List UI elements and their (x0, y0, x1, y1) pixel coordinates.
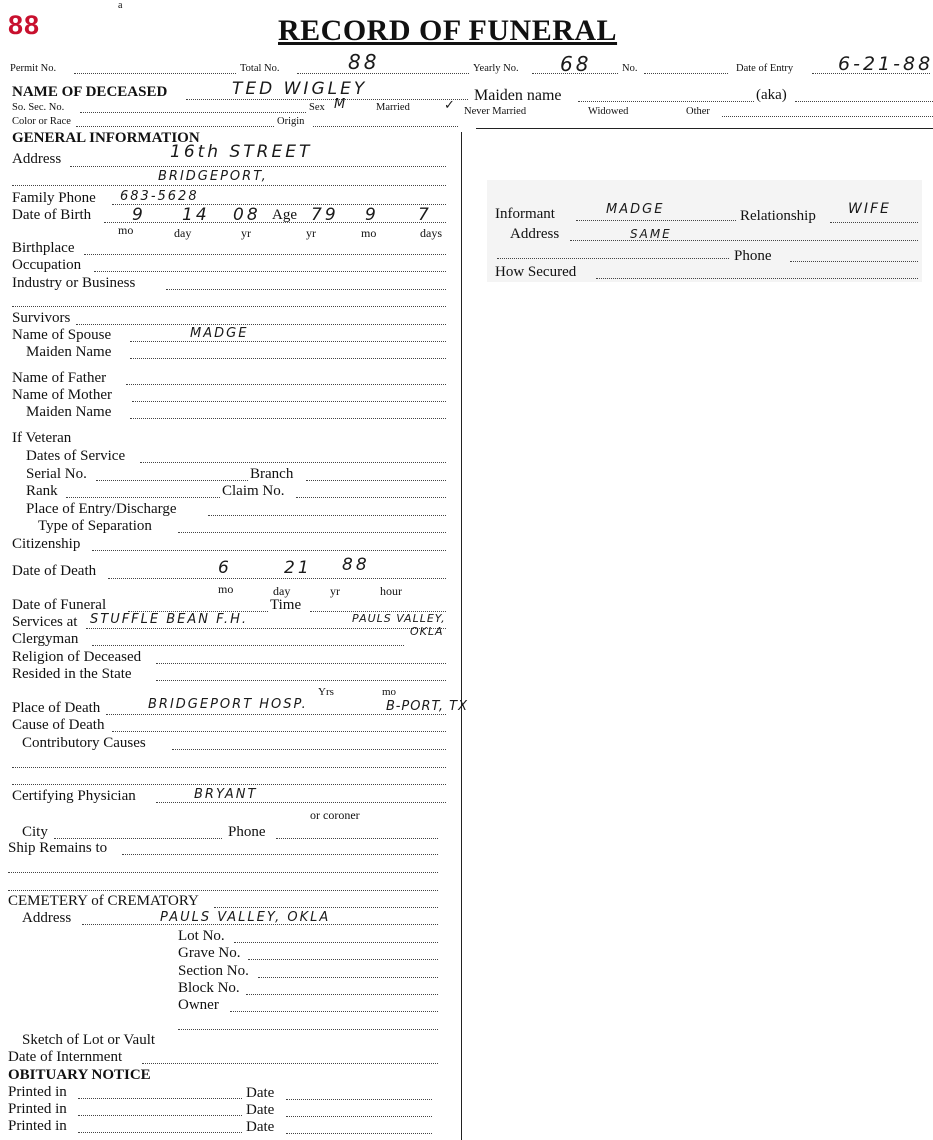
yearly-label: Yearly No. (473, 63, 519, 74)
aka-field[interactable] (795, 101, 933, 102)
address-line2-field[interactable] (12, 185, 446, 186)
city-value: BRIDGEPORT, (158, 169, 268, 184)
citizenship-field[interactable] (92, 550, 446, 551)
serial-field[interactable] (96, 480, 248, 481)
city-label: City (22, 824, 48, 840)
column-divider (461, 132, 462, 1140)
industry-line2-field[interactable] (12, 306, 446, 307)
city-field[interactable] (54, 838, 222, 839)
form-title: RECORD OF FUNERAL (278, 14, 618, 47)
spouse-maiden-label: Maiden Name (26, 344, 112, 360)
block-label: Block No. (178, 980, 240, 996)
cemetery-label: CEMETERY of CREMATORY (8, 893, 199, 909)
grave-label: Grave No. (178, 945, 241, 961)
color-label: Color or Race (12, 116, 71, 127)
father-label: Name of Father (12, 370, 107, 386)
name-label: NAME OF DECEASED (12, 84, 168, 100)
no-label: No. (622, 63, 638, 74)
death-unit-day: day (273, 584, 291, 598)
right-box-top-border (476, 128, 933, 129)
informant-address-value: SAME (630, 227, 672, 241)
age-months: 9 (365, 205, 379, 225)
total-field[interactable] (297, 73, 469, 74)
branch-field[interactable] (306, 480, 446, 481)
unit-day: day (174, 226, 192, 240)
maiden-field[interactable] (578, 101, 754, 102)
service-dates-field[interactable] (140, 462, 446, 463)
entry-value: 6-21-88 (838, 53, 933, 75)
informant-address-field[interactable] (570, 240, 918, 241)
married-label: Married (376, 102, 410, 113)
owner-field[interactable] (230, 1011, 438, 1012)
informant-phone-label: Phone (734, 248, 772, 264)
ship-line3-field[interactable] (8, 890, 438, 891)
death-unit-hour: hour (380, 584, 402, 598)
services-label: Services at (12, 614, 78, 630)
serial-label: Serial No. (26, 466, 87, 482)
age-label: Age (272, 207, 297, 223)
permit-field[interactable] (74, 73, 236, 74)
printed-in-field-3[interactable] (78, 1132, 242, 1133)
physician-value: BRYANT (194, 787, 258, 802)
phone-field[interactable] (112, 204, 446, 205)
unit-age-mo: mo (361, 226, 377, 240)
informant-address-line2-field[interactable] (497, 258, 729, 259)
owner-line2-field[interactable] (178, 1029, 438, 1030)
occupation-field[interactable] (94, 271, 446, 272)
printed-in-label-1: Printed in (8, 1084, 67, 1100)
religion-field[interactable] (156, 663, 446, 664)
spouse-value: MADGE (190, 326, 249, 341)
cause-label: Cause of Death (12, 717, 105, 733)
spouse-label: Name of Spouse (12, 327, 112, 343)
age-days: 7 (418, 205, 432, 225)
ship-line2-field[interactable] (8, 872, 438, 873)
lot-field[interactable] (234, 942, 438, 943)
obit-date-field-3[interactable] (286, 1133, 432, 1134)
cemetery-address-value: PAULS VALLEY, OKLA (160, 910, 331, 925)
sketch-label: Sketch of Lot or Vault (22, 1032, 156, 1048)
printed-in-field-1[interactable] (78, 1098, 242, 1099)
industry-label: Industry or Business (12, 275, 136, 291)
ship-field[interactable] (122, 854, 438, 855)
other-label: Other (686, 106, 710, 117)
death-day: 21 (284, 558, 312, 578)
widowed-label: Widowed (588, 106, 629, 117)
mother-maiden-label: Maiden Name (26, 404, 112, 420)
unit-yrs: Yrs (318, 686, 334, 698)
time-label: Time (270, 597, 302, 613)
permit-label: Permit No. (10, 63, 57, 74)
phone-label: Family Phone (12, 190, 96, 206)
informant-field[interactable] (576, 220, 736, 221)
relationship-label: Relationship (740, 208, 816, 224)
obit-date-label-1: Date (246, 1085, 275, 1101)
mother-maiden-field[interactable] (130, 418, 446, 419)
birthplace-field[interactable] (84, 254, 446, 255)
citizenship-label: Citizenship (12, 536, 81, 552)
obit-date-label-2: Date (246, 1102, 275, 1118)
branch-label: Branch (250, 466, 294, 482)
industry-field[interactable] (166, 289, 446, 290)
phone-value: 683-5628 (120, 189, 199, 204)
death-place-field[interactable] (106, 714, 446, 715)
resided-label: Resided in the State (12, 666, 132, 682)
relationship-field[interactable] (830, 222, 918, 223)
section-label: Section No. (178, 963, 249, 979)
services-state: OKLA (410, 625, 444, 638)
section-field[interactable] (258, 977, 438, 978)
how-secured-label: How Secured (495, 264, 577, 280)
name-value: TED WIGLEY (232, 79, 368, 99)
clergyman-label: Clergyman (12, 631, 79, 647)
entry-discharge-label: Place of Entry/Discharge (26, 501, 177, 517)
printed-in-label-2: Printed in (8, 1101, 67, 1117)
rank-label: Rank (26, 483, 58, 499)
sex-label: Sex (309, 102, 325, 113)
rank-field[interactable] (66, 497, 220, 498)
other-field[interactable] (722, 116, 933, 117)
death-place-label: Place of Death (12, 700, 101, 716)
unit-yr: yr (241, 226, 251, 240)
veteran-label: If Veteran (12, 430, 72, 446)
dob-month: 9 (132, 205, 146, 225)
block-field[interactable] (246, 994, 438, 995)
mother-label: Name of Mother (12, 387, 112, 403)
sex-value: M (334, 97, 348, 112)
address-value: 16th STREET (170, 142, 313, 162)
yearly-value: 68 (560, 52, 592, 76)
dob-year: 08 (233, 205, 261, 225)
survivors-label: Survivors (12, 310, 71, 326)
cemetery-field[interactable] (214, 907, 438, 908)
death-place-city: B-PORT, TX (386, 699, 468, 714)
ssn-field[interactable] (80, 112, 306, 113)
origin-field[interactable] (313, 126, 458, 127)
internment-field[interactable] (142, 1063, 438, 1064)
entry-discharge-field[interactable] (208, 515, 446, 516)
how-secured-field[interactable] (596, 278, 918, 279)
death-month: 6 (218, 558, 232, 578)
unit-resided-mo: mo (382, 686, 397, 698)
color-field[interactable] (76, 126, 274, 127)
death-year: 88 (342, 555, 370, 575)
contrib-line3-field[interactable] (12, 784, 446, 785)
father-field[interactable] (126, 384, 446, 385)
physician-label: Certifying Physician (12, 788, 136, 804)
contrib-label: Contributory Causes (22, 735, 146, 751)
contrib-line2-field[interactable] (12, 767, 446, 768)
dob-day: 14 (182, 205, 210, 225)
ship-label: Ship Remains to (8, 840, 108, 856)
obit-date-field-1[interactable] (286, 1099, 432, 1100)
death-date-label: Date of Death (12, 563, 97, 579)
aka-label: (aka) (756, 87, 787, 103)
grave-field[interactable] (248, 959, 438, 960)
address-label: Address (12, 151, 62, 167)
death-unit-mo: mo (218, 582, 234, 596)
claim-field[interactable] (296, 497, 446, 498)
contrib-field[interactable] (172, 749, 446, 750)
maiden-label: Maiden name (474, 87, 562, 104)
survivors-field[interactable] (76, 324, 446, 325)
obit-date-field-2[interactable] (286, 1116, 432, 1117)
never-married-label: Never Married (464, 106, 527, 117)
services-value: STUFFLE BEAN F.H. (90, 612, 248, 627)
resided-field[interactable] (156, 680, 446, 681)
physician-phone-label: Phone (228, 824, 266, 840)
age-years: 79 (311, 205, 339, 225)
unit-age-yr: yr (306, 226, 316, 240)
address-field[interactable] (70, 166, 446, 167)
funeral-date-label: Date of Funeral (12, 597, 107, 613)
informant-address-label: Address (510, 226, 560, 242)
birthplace-label: Birthplace (12, 240, 75, 256)
physician-phone-field[interactable] (276, 838, 438, 839)
ssn-label: So. Sec. No. (12, 102, 65, 113)
lot-label: Lot No. (178, 928, 225, 944)
death-unit-yr: yr (330, 584, 340, 598)
informant-value: MADGE (606, 202, 665, 217)
corner-mark: a (118, 0, 123, 11)
relationship-value: WIFE (848, 201, 891, 217)
religion-label: Religion of Deceased (12, 649, 142, 665)
mother-field[interactable] (132, 401, 446, 402)
service-dates-label: Dates of Service (26, 448, 126, 464)
separation-field[interactable] (178, 532, 446, 533)
no-field[interactable] (644, 73, 728, 74)
cause-field[interactable] (112, 731, 446, 732)
services-field[interactable] (86, 628, 446, 629)
death-place-value: BRIDGEPORT HOSP. (148, 697, 308, 712)
owner-label: Owner (178, 997, 219, 1013)
total-label: Total No. (240, 63, 280, 74)
spouse-field[interactable] (130, 341, 446, 342)
death-date-field[interactable] (108, 578, 446, 579)
dob-label: Date of Birth (12, 207, 92, 223)
printed-in-label-3: Printed in (8, 1118, 67, 1134)
coroner-label: or coroner (310, 808, 360, 822)
record-number: 88 (8, 10, 41, 40)
claim-label: Claim No. (222, 483, 285, 499)
obituary-heading: OBITUARY NOTICE (8, 1067, 151, 1083)
name-field[interactable] (186, 99, 468, 100)
internment-label: Date of Internment (8, 1049, 123, 1065)
printed-in-field-2[interactable] (78, 1115, 242, 1116)
clergyman-field[interactable] (92, 645, 404, 646)
informant-label: Informant (495, 206, 555, 222)
entry-label: Date of Entry (736, 63, 794, 74)
obit-date-label-3: Date (246, 1119, 275, 1135)
spouse-maiden-field[interactable] (130, 358, 446, 359)
unit-age-days: days (420, 226, 442, 240)
married-check-icon: ✓ (444, 98, 457, 113)
origin-label: Origin (277, 116, 305, 127)
services-place: PAULS VALLEY, (352, 612, 446, 625)
total-value: 88 (348, 50, 380, 74)
unit-mo: mo (118, 223, 134, 237)
separation-label: Type of Separation (38, 518, 152, 534)
informant-phone-field[interactable] (790, 261, 918, 262)
occupation-label: Occupation (12, 257, 82, 273)
physician-field[interactable] (156, 802, 446, 803)
cemetery-address-label: Address (22, 910, 72, 926)
general-heading: GENERAL INFORMATION (12, 130, 200, 146)
